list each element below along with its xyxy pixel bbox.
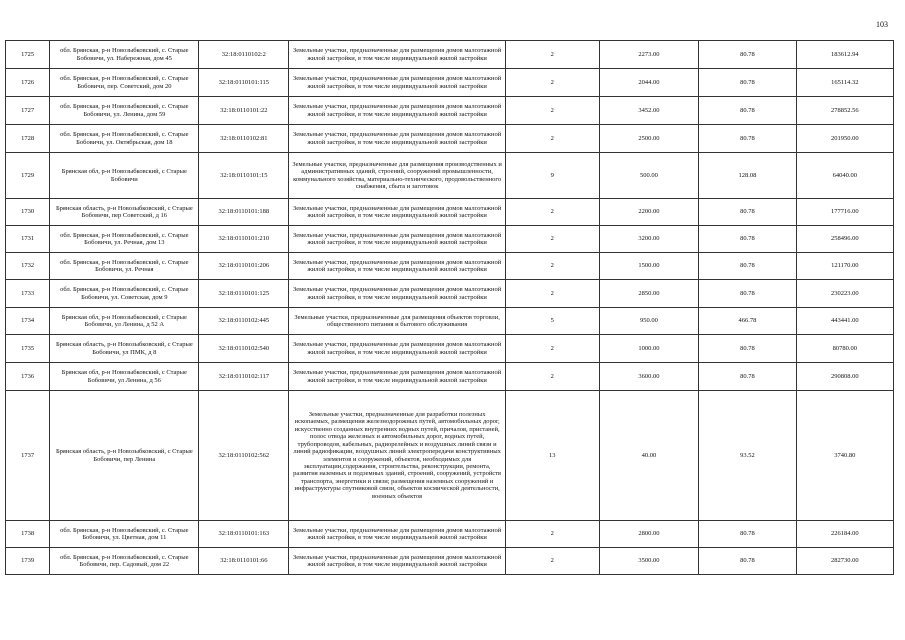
row-cadastral-number: 32:18:0110101:66: [199, 548, 289, 575]
table-row: [6, 97, 894, 125]
row-group: 2: [506, 521, 600, 548]
row-cadastral-number: 32:18:0110101:188: [199, 199, 289, 226]
row-group: 2: [506, 280, 600, 308]
row-cadastral-number: 32:18:0110102:2: [199, 41, 289, 69]
table-row: [6, 280, 894, 308]
row-number: 1730: [6, 199, 50, 226]
row-cadastral-value: 282730.00: [796, 548, 893, 575]
row-address: Брянская область, р-н Новозыбковский, с Старые Бобовичи, ул ПМК, д 8: [50, 335, 199, 363]
row-land-use: Земельные участки, предназначенные для размещения домов малоэтажной жилой застройки, в том числе индивидуальной жилой застройки: [289, 226, 506, 253]
row-cadastral-value: 443441.00: [796, 308, 893, 335]
row-address: обл. Брянская, р-н Новозыбковский, с. Старые Бобовичи, ул. Набережная, дом 45: [50, 41, 199, 69]
row-rate: 80.78: [699, 253, 796, 280]
row-number: 1728: [6, 125, 50, 153]
row-rate: 80.78: [699, 548, 796, 575]
row-cadastral-number: 32:18:0110101:15: [199, 153, 289, 199]
row-area: 1000.00: [599, 335, 699, 363]
row-cadastral-value: 230223.00: [796, 280, 893, 308]
row-cadastral-number: 32:18:0110101:206: [199, 253, 289, 280]
row-group: 2: [506, 335, 600, 363]
row-number: 1739: [6, 548, 50, 575]
row-number: 1731: [6, 226, 50, 253]
row-land-use: Земельные участки, предназначенные для размещения домов малоэтажной жилой застройки, в том числе индивидуальной жилой застройки: [289, 125, 506, 153]
table-row: [6, 253, 894, 280]
table-row: [6, 521, 894, 548]
row-address: обл. Брянская, р-н Новозыбковский, с. Старые Бобовичи, ул. Октябрьская, дом 18: [50, 125, 199, 153]
row-cadastral-value: 258496.00: [796, 226, 893, 253]
row-cadastral-number: 32:18:0110102:562: [199, 391, 289, 521]
row-cadastral-value: 177716.00: [796, 199, 893, 226]
row-rate: 80.78: [699, 335, 796, 363]
row-land-use: Земельные участки, предназначенные для размещения домов малоэтажной жилой застройки, в том числе индивидуальной жилой застройки: [289, 41, 506, 69]
table-row: [6, 308, 894, 335]
row-rate: 80.78: [699, 199, 796, 226]
row-address: обл. Брянская, р-н Новозыбковский, с. Старые Бобовичи, ул. Цветная, дом 11: [50, 521, 199, 548]
row-address: Брянская обл, р-н Новозыбковский, с Старые Бобовичи: [50, 153, 199, 199]
row-rate: 80.78: [699, 521, 796, 548]
row-cadastral-number: 32:18:0110101:210: [199, 226, 289, 253]
row-rate: 80.78: [699, 226, 796, 253]
row-number: 1734: [6, 308, 50, 335]
row-group: 2: [506, 69, 600, 97]
row-cadastral-value: 183612.94: [796, 41, 893, 69]
row-area: 2200.00: [599, 199, 699, 226]
row-address: Брянская область, р-н Новозыбковский, с Старые Бобовичи, пер Ленина: [50, 391, 199, 521]
table-row: [6, 226, 894, 253]
row-rate: 93.52: [699, 391, 796, 521]
row-address: Брянская область, р-н Новозыбковский, с Старые Бобовичи, пер Советский, д 16: [50, 199, 199, 226]
row-area: 3500.00: [599, 548, 699, 575]
row-land-use: Земельные участки, предназначенные для размещения домов малоэтажной жилой застройки, в том числе индивидуальной жилой застройки: [289, 548, 506, 575]
row-cadastral-number: 32:18:0110101:22: [199, 97, 289, 125]
row-address: обл. Брянская, р-н Новозыбковский, с. Старые Бобовичи, ул. Советская, дом 9: [50, 280, 199, 308]
row-group: 2: [506, 199, 600, 226]
row-land-use: Земельные участки, предназначенные для размещения домов малоэтажной жилой застройки, в том числе индивидуальной жилой застройки: [289, 521, 506, 548]
row-land-use: Земельные участки, предназначенные для размещения производственных и административных зданий, строений, сооружений промышленности, коммунального хозяйства, материально-технического, продовольственного снабжения, сбыта и заготовок: [289, 153, 506, 199]
row-address: Брянская обл, р-н Новозыбковский, с Старые Бобовичи, ул Ленина, д 56: [50, 363, 199, 391]
row-cadastral-number: 32:18:0110101:115: [199, 69, 289, 97]
row-group: 2: [506, 363, 600, 391]
row-cadastral-value: 64040.00: [796, 153, 893, 199]
row-cadastral-value: 201950.00: [796, 125, 893, 153]
row-number: 1727: [6, 97, 50, 125]
table-row: [6, 125, 894, 153]
row-area: 2800.00: [599, 521, 699, 548]
row-cadastral-value: 3740.80: [796, 391, 893, 521]
row-number: 1732: [6, 253, 50, 280]
row-area: 950.00: [599, 308, 699, 335]
row-group: 2: [506, 226, 600, 253]
row-group: 2: [506, 548, 600, 575]
row-number: 1735: [6, 335, 50, 363]
row-number: 1725: [6, 41, 50, 69]
row-cadastral-value: 121170.00: [796, 253, 893, 280]
row-cadastral-number: 32:18:0110102:540: [199, 335, 289, 363]
table-row: [6, 548, 894, 575]
row-number: 1737: [6, 391, 50, 521]
row-cadastral-value: 290808.00: [796, 363, 893, 391]
row-cadastral-value: 278852.56: [796, 97, 893, 125]
row-area: 3452.00: [599, 97, 699, 125]
row-rate: 80.78: [699, 41, 796, 69]
row-address: обл. Брянская, р-н Новозыбковский, с. Старые Бобовичи, ул. Речная, дом 13: [50, 226, 199, 253]
row-area: 500.00: [599, 153, 699, 199]
row-land-use: Земельные участки, предназначенные для размещения домов малоэтажной жилой застройки, в том числе индивидуальной жилой застройки: [289, 69, 506, 97]
row-number: 1733: [6, 280, 50, 308]
row-group: 2: [506, 97, 600, 125]
row-cadastral-value: 80780.00: [796, 335, 893, 363]
row-land-use: Земельные участки, предназначенные для размещения домов малоэтажной жилой застройки, в том числе индивидуальной жилой застройки: [289, 280, 506, 308]
row-number: 1726: [6, 69, 50, 97]
row-number: 1738: [6, 521, 50, 548]
table-body: [6, 41, 894, 575]
table-row: [6, 391, 894, 521]
row-land-use: Земельные участки, предназначенные для размещения домов малоэтажной жилой застройки, в том числе индивидуальной жилой застройки: [289, 253, 506, 280]
row-group: 2: [506, 253, 600, 280]
row-cadastral-number: 32:18:0110101:125: [199, 280, 289, 308]
row-address: обл. Брянская, р-н Новозыбковский, с. Старые Бобовичи, пер. Садовый, дом 22: [50, 548, 199, 575]
row-cadastral-value: 165114.32: [796, 69, 893, 97]
table-row: [6, 335, 894, 363]
row-rate: 80.78: [699, 125, 796, 153]
row-cadastral-number: 32:18:0110102:445: [199, 308, 289, 335]
row-area: 2273.00: [599, 41, 699, 69]
table-row: [6, 153, 894, 199]
row-area: 40.00: [599, 391, 699, 521]
row-number: 1729: [6, 153, 50, 199]
row-address: Брянская обл, р-н Новозыбковский, с Старые Бобовичи, ул Ленина, д 52 А: [50, 308, 199, 335]
row-area: 3200.00: [599, 226, 699, 253]
row-area: 1500.00: [599, 253, 699, 280]
row-area: 3600.00: [599, 363, 699, 391]
row-area: 2500.00: [599, 125, 699, 153]
row-group: 9: [506, 153, 600, 199]
table-row: [6, 41, 894, 69]
row-rate: 80.78: [699, 280, 796, 308]
row-area: 2850.00: [599, 280, 699, 308]
row-cadastral-number: 32:18:0110101:163: [199, 521, 289, 548]
row-number: 1736: [6, 363, 50, 391]
row-group: 5: [506, 308, 600, 335]
land-registry-table: [5, 40, 894, 575]
row-cadastral-number: 32:18:0110102:117: [199, 363, 289, 391]
row-land-use: Земельные участки, предназначенные для размещения домов малоэтажной жилой застройки, в том числе индивидуальной жилой застройки: [289, 97, 506, 125]
row-cadastral-number: 32:18:0110102:81: [199, 125, 289, 153]
row-rate: 80.78: [699, 363, 796, 391]
row-rate: 466.78: [699, 308, 796, 335]
row-land-use: Земельные участки, предназначенные для размещения домов малоэтажной жилой застройки, в том числе индивидуальной жилой застройки: [289, 199, 506, 226]
row-group: 2: [506, 41, 600, 69]
row-group: 2: [506, 125, 600, 153]
row-address: обл. Брянская, р-н Новозыбковский, с. Старые Бобовичи, пер. Советский, дом 20: [50, 69, 199, 97]
row-land-use: Земельные участки, предназначенные для разработки полезных ископаемых, размещения железнодорожных путей, автомобильных дорог, искусственно созданных внутренних водных путей, причалов, пристаней, полос отвода железных и автомобильных дорог, водных путей, трубопроводов, кабельных, радиорелейных и воздушных линий связи и линий радиофикации, воздушных линий электропередачи конструктивных элементов и сооружений, объектов, необходимых для эксплуатации,содержания, строительства, реконструкции, ремонта, развития наземных и подземных зданий, строений, сооружений, устройств транспорта, энергетики и связи; размещения наземных сооружений и инфраструктуры спутниковой связи, объектов космической деятельности, военных объектов: [289, 391, 506, 521]
row-address: обл. Брянская, р-н Новозыбковский, с. Старые Бобовичи, ул. Ленина, дом 59: [50, 97, 199, 125]
row-rate: 80.78: [699, 97, 796, 125]
row-land-use: Земельные участки, предназначенные для размещения домов малоэтажной жилой застройки, в том числе индивидуальной жилой застройки: [289, 335, 506, 363]
page-number: 103: [876, 20, 888, 29]
row-rate: 80.78: [699, 69, 796, 97]
table-row: [6, 199, 894, 226]
row-group: 13: [506, 391, 600, 521]
row-address: обл. Брянская, р-н Новозыбковский, с. Старые Бобовичи, ул. Речная: [50, 253, 199, 280]
table-row: [6, 363, 894, 391]
row-land-use: Земельные участки, предназначенные для размещения объектов торговли, общественного питания и бытового обслуживания: [289, 308, 506, 335]
table-row: [6, 69, 894, 97]
row-rate: 128.08: [699, 153, 796, 199]
row-area: 2044.00: [599, 69, 699, 97]
row-cadastral-value: 226184.00: [796, 521, 893, 548]
row-land-use: Земельные участки, предназначенные для размещения домов малоэтажной жилой застройки, в том числе индивидуальной жилой застройки: [289, 363, 506, 391]
